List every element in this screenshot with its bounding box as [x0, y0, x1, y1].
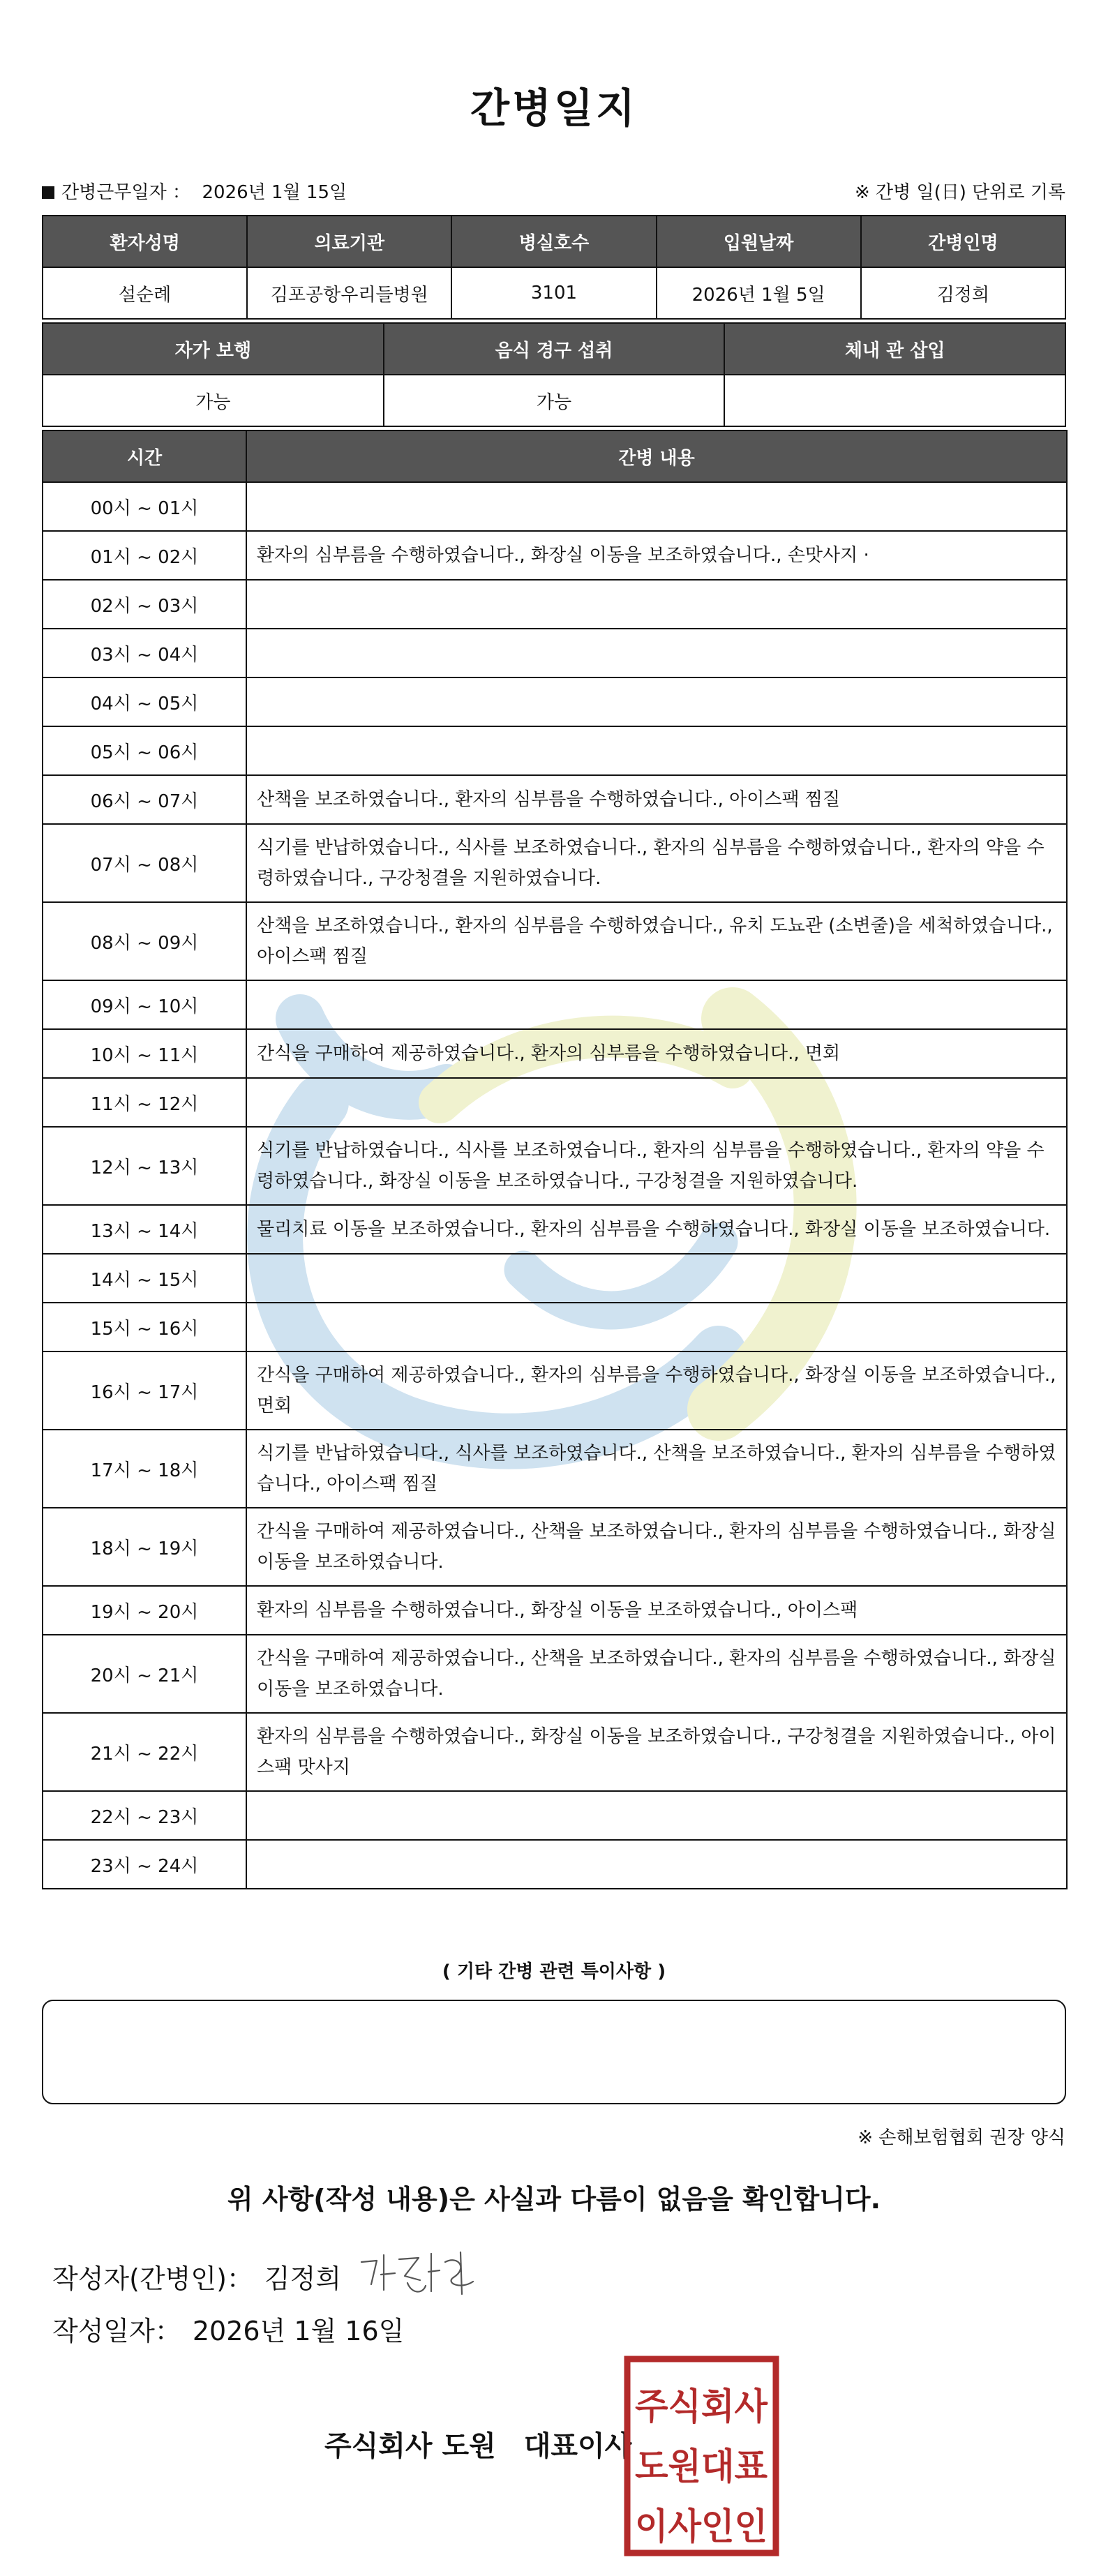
care-content [246, 677, 1067, 726]
table-row [43, 726, 1067, 775]
admission-date: 2026년 1월 5일 [657, 267, 861, 319]
confirmation-statement: 위 사항(작성 내용)은 사실과 다름이 없음을 확인합니다. [227, 2184, 881, 2215]
time-slot: 10시 ~ 11시 [43, 1029, 246, 1078]
table-row [43, 775, 1067, 824]
time-slot: 21시 ~ 22시 [43, 1713, 246, 1791]
time-slot: 15시 ~ 16시 [43, 1303, 246, 1351]
table-row [43, 1791, 1067, 1840]
care-content: 환자의 심부름을 수행하였습니다., 화장실 이동을 보조하였습니다., 손맛사지 · [246, 531, 1067, 580]
time-slot: 16시 ~ 17시 [43, 1351, 246, 1430]
special-notes-title: ( 기타 간병 관련 특이사항 ) [442, 1961, 666, 1982]
form-note: ※ 손해보험협회 권장 양식 [858, 2127, 1065, 2148]
table-row [43, 1127, 1067, 1205]
care-content [246, 1254, 1067, 1303]
time-slot: 12시 ~ 13시 [43, 1127, 246, 1205]
header-tube-insertion: 체내 관 삽입 [724, 323, 1065, 375]
table-row [43, 902, 1067, 980]
signature [356, 2241, 481, 2304]
svg-text:이사인인: 이사인인 [635, 2506, 768, 2548]
hospital-name: 김포공항우리들병원 [247, 267, 451, 319]
care-content [246, 580, 1067, 629]
time-slot: 08시 ~ 09시 [43, 902, 246, 980]
svg-text:도원대표: 도원대표 [635, 2446, 768, 2488]
writer-label: 작성자(간병인)： [52, 2263, 253, 2294]
work-date-label: 간병근무일자 ： [61, 182, 190, 203]
table-row [43, 980, 1067, 1029]
header-admission-date: 입원날짜 [657, 216, 861, 267]
table-row [43, 677, 1067, 726]
table-row [43, 1351, 1067, 1430]
table-row [43, 1078, 1067, 1127]
written-date-label: 작성일자： [52, 2316, 181, 2346]
time-slot: 22시 ~ 23시 [43, 1791, 246, 1840]
care-content [246, 1840, 1067, 1889]
header-patient-name: 환자성명 [43, 216, 247, 267]
table-row [43, 1029, 1067, 1078]
care-content [246, 980, 1067, 1029]
company-seal-stamp [623, 2355, 780, 2557]
table-row [43, 1205, 1067, 1254]
time-slot: 11시 ~ 12시 [43, 1078, 246, 1127]
header-oral-intake: 음식 경구 섭취 [384, 323, 725, 375]
care-content: 산책을 보조하였습니다., 환자의 심부름을 수행하였습니다., 아이스팩 찜질 [246, 775, 1067, 824]
table-row [43, 1840, 1067, 1889]
time-slot: 05시 ~ 06시 [43, 726, 246, 775]
table-row [43, 824, 1067, 902]
room-number: 3101 [451, 267, 656, 319]
table-row [43, 629, 1067, 677]
table-row [43, 1586, 1067, 1635]
header-care-content: 간병 내용 [246, 430, 1067, 482]
tube-insertion-value [724, 375, 1065, 426]
document-title: 간병일지 [470, 84, 638, 132]
care-content [246, 1078, 1067, 1127]
care-content [246, 482, 1067, 531]
table-row [43, 1430, 1067, 1508]
header-hospital: 의료기관 [247, 216, 451, 267]
care-content: 간식을 구매하여 제공하였습니다., 환자의 심부름을 수행하였습니다., 면회 [246, 1029, 1067, 1078]
table-row [43, 1254, 1067, 1303]
work-date [42, 178, 347, 204]
table-row [43, 531, 1067, 580]
table-row [43, 482, 1067, 531]
care-content [246, 726, 1067, 775]
care-content: 환자의 심부름을 수행하였습니다., 화장실 이동을 보조하였습니다., 구강청결을 지원하였습니다., 아이스팩 맛사지 [246, 1713, 1067, 1791]
time-slot: 18시 ~ 19시 [43, 1508, 246, 1586]
time-slot: 02시 ~ 03시 [43, 580, 246, 629]
self-walking-value: 가능 [43, 375, 384, 426]
care-content: 식기를 반납하였습니다., 식사를 보조하였습니다., 환자의 심부름을 수행하였습니다., 환자의 약을 수령하였습니다., 화장실 이동을 보조하였습니다., 구강청결을 지원하였습니다. [246, 1127, 1067, 1205]
time-slot: 00시 ~ 01시 [43, 482, 246, 531]
table-row [43, 580, 1067, 629]
time-slot: 04시 ~ 05시 [43, 677, 246, 726]
work-date-value: 2026년 1월 15일 [202, 182, 347, 203]
time-slot: 06시 ~ 07시 [43, 775, 246, 824]
time-slot: 13시 ~ 14시 [43, 1205, 246, 1254]
header-caregiver-name: 간병인명 [861, 216, 1065, 267]
company-name: 주식회사 도원 [324, 2430, 496, 2462]
care-content [246, 1791, 1067, 1840]
header-room-number: 병실호수 [451, 216, 656, 267]
table-row [43, 1635, 1067, 1713]
care-content: 간식을 구매하여 제공하였습니다., 산책을 보조하였습니다., 환자의 심부름을 수행하였습니다., 화장실 이동을 보조하였습니다. [246, 1635, 1067, 1713]
writer-name: 김정희 [264, 2263, 342, 2294]
header-self-walking: 자가 보행 [43, 323, 384, 375]
patient-name: 설순례 [43, 267, 247, 319]
time-slot: 09시 ~ 10시 [43, 980, 246, 1029]
time-slot: 20시 ~ 21시 [43, 1635, 246, 1713]
oral-intake-value: 가능 [384, 375, 725, 426]
care-content: 간식을 구매하여 제공하였습니다., 산책을 보조하였습니다., 환자의 심부름을 수행하였습니다., 화장실 이동을 보조하였습니다. [246, 1508, 1067, 1586]
care-content [246, 1303, 1067, 1351]
table-row [43, 1303, 1067, 1351]
written-date-value: 2026년 1월 16일 [192, 2316, 405, 2346]
svg-text:주식회사: 주식회사 [635, 2386, 768, 2428]
time-slot: 17시 ~ 18시 [43, 1430, 246, 1508]
care-content: 물리치료 이동을 보조하였습니다., 환자의 심부름을 수행하였습니다., 화장실 이동을 보조하였습니다. [246, 1205, 1067, 1254]
table-row [43, 1713, 1067, 1791]
unit-note: ※ 간병 일(日) 단위로 기록 [854, 182, 1065, 203]
care-content: 식기를 반납하였습니다., 식사를 보조하였습니다., 환자의 심부름을 수행하였습니다., 환자의 약을 수령하였습니다., 구강청결을 지원하였습니다. [246, 824, 1067, 902]
care-content: 식기를 반납하였습니다., 식사를 보조하였습니다., 산책을 보조하였습니다., 환자의 심부름을 수행하였습니다., 아이스팩 찜질 [246, 1430, 1067, 1508]
care-content [246, 629, 1067, 677]
square-bullet-icon [42, 186, 54, 199]
caregiver-name: 김정희 [861, 267, 1065, 319]
time-slot: 14시 ~ 15시 [43, 1254, 246, 1303]
time-slot: 07시 ~ 08시 [43, 824, 246, 902]
care-content: 간식을 구매하여 제공하였습니다., 환자의 심부름을 수행하였습니다., 화장실 이동을 보조하였습니다., 면회 [246, 1351, 1067, 1430]
time-slot: 19시 ~ 20시 [43, 1586, 246, 1635]
representative-title: 대표이사 [523, 2430, 632, 2462]
care-content: 산책을 보조하였습니다., 환자의 심부름을 수행하였습니다., 유치 도뇨관 (소변줄)을 세척하였습니다., 아이스팩 찜질 [246, 902, 1067, 980]
header-time: 시간 [43, 430, 246, 482]
special-notes-box [42, 2000, 1066, 2104]
care-content: 환자의 심부름을 수행하였습니다., 화장실 이동을 보조하였습니다., 아이스팩 [246, 1586, 1067, 1635]
written-date-line [52, 2309, 404, 2348]
time-slot: 03시 ~ 04시 [43, 629, 246, 677]
writer-line [52, 2257, 341, 2296]
care-log-table [42, 430, 1068, 1889]
time-slot: 01시 ~ 02시 [43, 531, 246, 580]
table-row [43, 1508, 1067, 1586]
patient-status-table [42, 322, 1066, 427]
patient-info-table [42, 215, 1066, 320]
company-line [324, 2424, 631, 2464]
time-slot: 23시 ~ 24시 [43, 1840, 246, 1889]
